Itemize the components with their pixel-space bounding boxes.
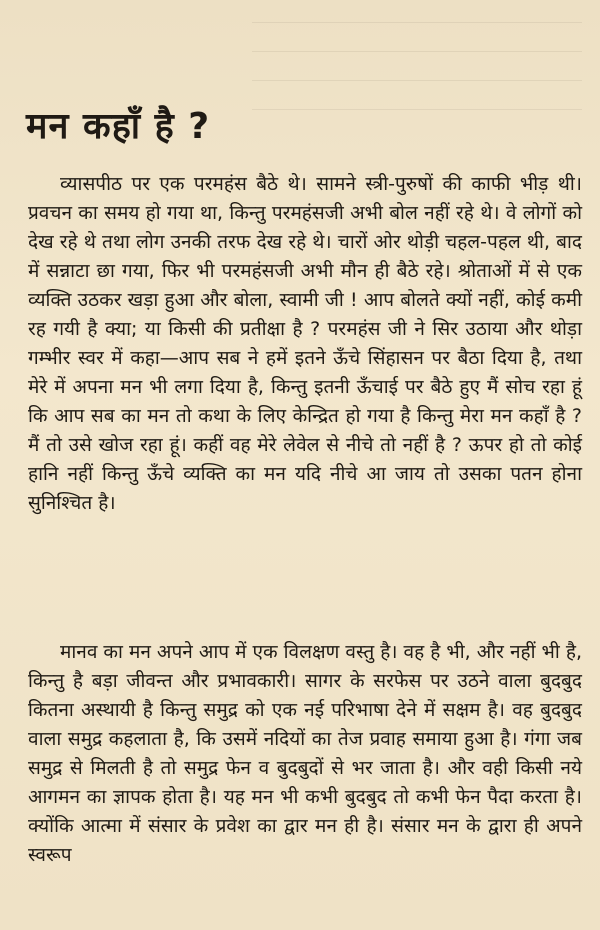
paragraph-2: मानव का मन अपने आप में एक विलक्षण वस्तु है। वह है भी, और नहीं भी है, किन्तु है बड़ा जीवन्त और प्रभावकारी। सागर के सरफेस पर उठने वाला बुदबुद कितना अस्थायी है किन्तु समुद्र को एक नई परिभाषा देने में सक्षम है। वह बुदबुद वाला समुद्र कहलाता है, कि उसमें नदियों का तेज प्रवाह समाया हुआ है। गंगा जब समुद्र से मिलती है तो समुद्र फेन व बुदबुदों से भर जाता है। और वही किसी नये आगमन का ज्ञापक होता है। यह मन भी कभी बुदबुद तो कभी फेन पैदा करता है। क्योंकि आत्मा में संसार के प्रवेश का द्वार मन ही है। संसार मन के द्वारा ही अपने स्वरूप [28,641,583,866]
chapter-title: मन कहाँ है ? [26,106,211,147]
bleed-through-text [252,0,582,130]
paragraph-1: व्यासपीठ पर एक परमहंस बैठे थे। सामने स्त्री-पुरुषों की काफी भीड़ थी। प्रवचन का समय हो गया था, किन्तु परमहंसजी अभी बोल नहीं रहे थे। वे लोगों को देख रहे थे तथा लोग उनकी तरफ देख रहे थे। चारों ओर थोड़ी चहल-पहल थी, बाद में सन्नाटा छा गया, फिर भी परमहंसजी अभी मौन ही बैठे रहे। श्रोताओं में से एक व्यक्ति उठकर खड़ा हुआ और बोला, स्वामी जी ! आप बोलते क्यों नहीं, कोई कमी रह गयी है क्या; या किसी की प्रतीक्षा है ? परमहंस जी ने सिर उठाया और थोड़ा गम्भीर स्वर में कहा—आप सब ने हमें इतने ऊँचे सिंहासन पर बैठा दिया है, तथा मेरे में अपना मन भी लगा दिया है, किन्तु इतनी ऊँचाई पर बैठे हुए मैं सोच रहा हूं कि आप सब का मन तो कथा के लिए केन्द्रित हो गया है किन्तु मेरा मन कहाँ है ? मैं तो उसे खोज रहा हूं। कहीं वह मेरे लेवेल से नीचे तो नहीं है ? ऊपर हो तो कोई हानि नहीं किन्तु ऊँचे व्यक्ति का मन यदि नीचे आ जाय तो उसका पतन होना सुनिश्चित है। [28,173,582,514]
